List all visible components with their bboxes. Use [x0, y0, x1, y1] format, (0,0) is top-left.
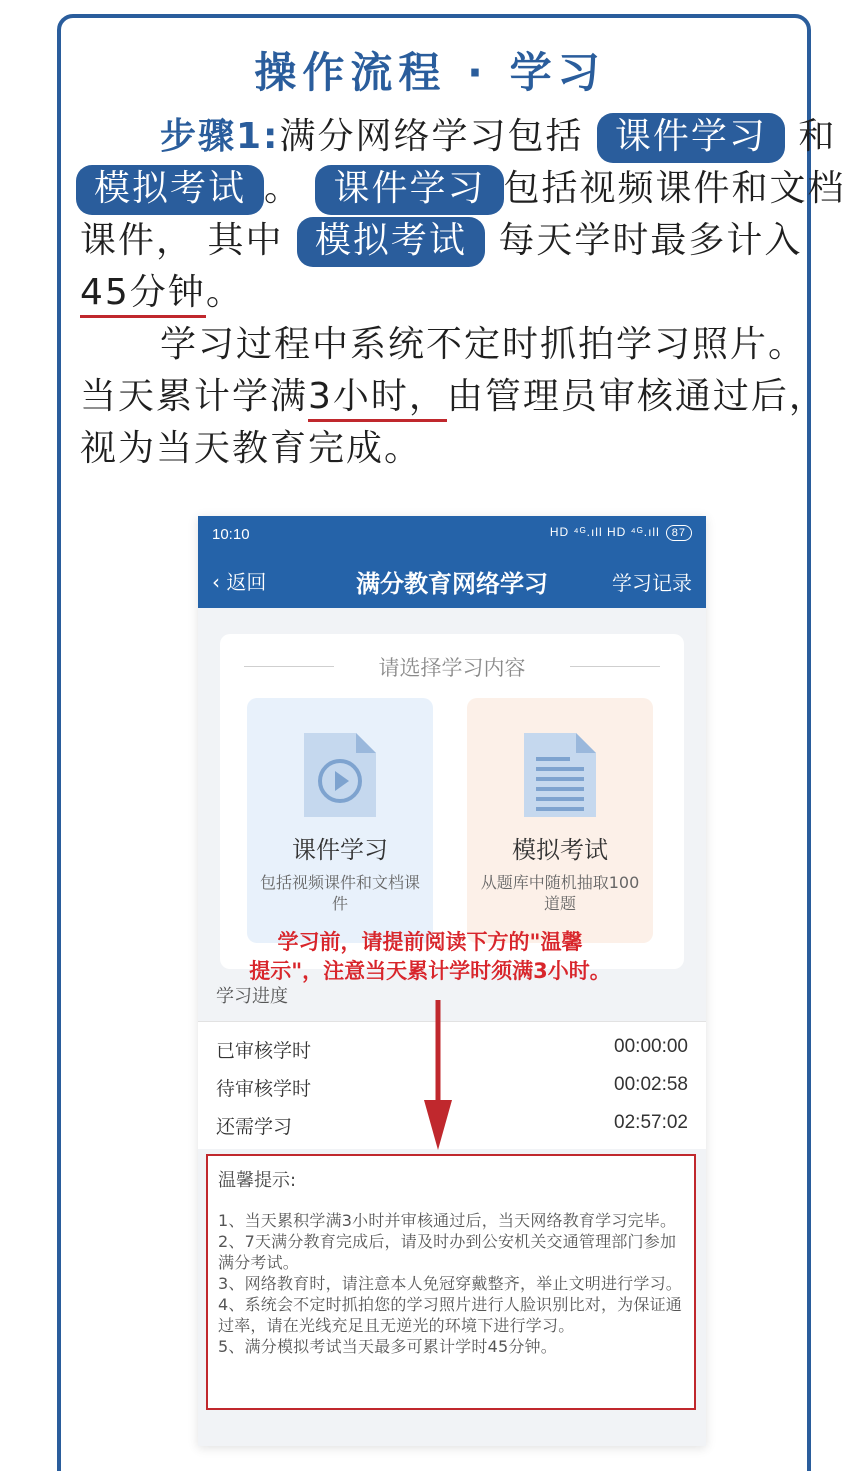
- progress-rows: [198, 1021, 706, 1149]
- annotation-line-1: 学习前，请提前阅读下方的"温馨: [277, 930, 583, 954]
- tips-title: 温馨提示:: [218, 1170, 297, 1191]
- row-value: 00:02:58: [614, 1074, 688, 1095]
- para2-line-3: 视为当天教育完成。: [80, 428, 423, 469]
- and-text: 和: [798, 116, 837, 157]
- page-title: 操作流程 · 学习: [254, 48, 606, 97]
- para2-text-b: 由管理员审核通过后，: [446, 376, 827, 417]
- intro-line-4: [80, 268, 244, 318]
- mock-exam-pill: 模拟考试: [76, 165, 264, 215]
- annotation-note: [0, 928, 860, 986]
- tip-item: 5、满分模拟考试当天最多可累计学时45分钟。: [218, 1337, 557, 1356]
- row-value: 02:57:02: [614, 1112, 688, 1133]
- choose-label: 请选择学习内容: [378, 656, 526, 680]
- row-value: 00:00:00: [614, 1036, 688, 1057]
- option-title: 模拟考试: [512, 836, 608, 864]
- row-label: 已审核学时: [216, 1040, 312, 1062]
- underline-3h: 3小时，: [308, 376, 447, 422]
- nav-bar: [198, 552, 706, 608]
- mock-exam-option[interactable]: [467, 698, 653, 943]
- period-text: 。: [264, 168, 303, 209]
- para2-line-2: [80, 372, 827, 422]
- option-desc: 包括视频课件和文档课件: [259, 873, 420, 913]
- tips-box: [206, 1154, 696, 1410]
- tip-item: 3、网络教育时，请注意本人免冠穿戴整齐，举止文明进行学习。: [218, 1274, 682, 1293]
- progress-row: [216, 1036, 688, 1063]
- intro-line-1: [160, 112, 836, 163]
- option-title: 课件学习: [292, 836, 388, 864]
- progress-label: 学习进度: [216, 986, 288, 1007]
- intro-text-4: 每天学时最多计入: [498, 220, 803, 261]
- battery-icon: 87: [666, 525, 692, 541]
- document-icon: [522, 731, 598, 819]
- divider: [570, 666, 660, 667]
- tip-item: 2、7天满分教育完成后，请及时办到公安机关交通管理部门参加满分考试。: [218, 1232, 677, 1272]
- study-records-button[interactable]: 学习记录: [612, 571, 692, 595]
- mock-exam-pill-2: 模拟考试: [297, 217, 485, 267]
- course-study-pill: 课件学习: [597, 113, 785, 163]
- step-label: 步骤1:: [160, 116, 280, 157]
- signal-icons: [550, 525, 692, 541]
- intro-text-3: 课件， 其中: [80, 220, 284, 261]
- study-content-card: [220, 634, 684, 969]
- intro-text-2: 包括视频课件和文档: [503, 168, 846, 209]
- progress-row: [216, 1074, 688, 1101]
- para2-text-a: 当天累计学满: [80, 376, 309, 417]
- intro-line-2: [76, 164, 846, 215]
- progress-row: [216, 1112, 688, 1139]
- annotation-line-2: 提示"，注意当天累计学时须满3小时。: [249, 959, 611, 983]
- option-desc: 从题库中随机抽取100道题: [480, 873, 640, 913]
- back-label: 返回: [226, 570, 267, 594]
- intro-line-3: [80, 216, 802, 267]
- tip-item: 1、当天累积学满3小时并审核通过后，当天网络教育学习完毕。: [218, 1211, 677, 1230]
- course-study-option[interactable]: [247, 698, 433, 943]
- underline-45min: 45分钟: [80, 272, 206, 318]
- nav-title: 满分教育网络学习: [356, 570, 548, 598]
- chevron-left-icon: ‹: [212, 570, 227, 594]
- course-study-pill-2: 课件学习: [315, 165, 503, 215]
- tip-item: 4、系统会不定时抓拍您的学习照片进行人脸识别比对，为保证通过率，请在光线充足且无逆光的环境下进行学习。: [218, 1295, 682, 1335]
- signal-icon: HD ⁴ᴳ.ıll HD ⁴ᴳ.ıll: [549, 525, 660, 539]
- intro-text: 满分网络学习包括: [279, 116, 584, 157]
- row-label: 还需学习: [216, 1116, 293, 1138]
- intro-text-5: 。: [205, 272, 244, 313]
- video-file-icon: [302, 731, 378, 819]
- status-time: 10:10: [212, 526, 250, 543]
- para2-line-1: 学习过程中系统不定时抓拍学习照片。: [160, 324, 807, 365]
- status-bar: [198, 516, 706, 552]
- row-label: 待审核学时: [216, 1078, 312, 1100]
